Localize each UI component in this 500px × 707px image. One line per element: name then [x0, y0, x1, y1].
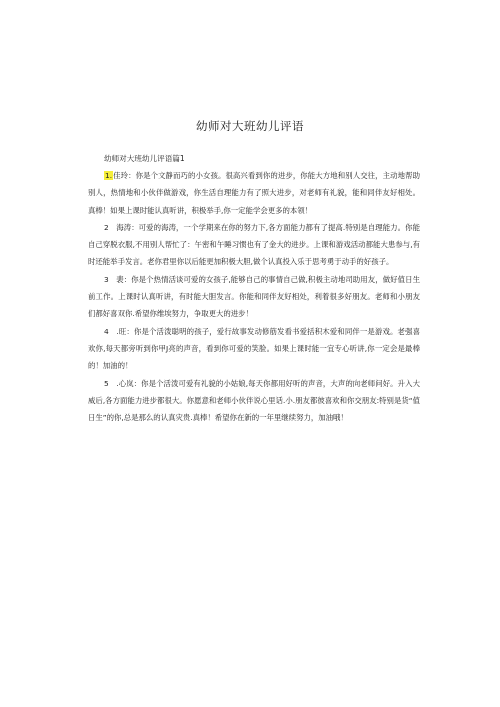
paragraph-text: 海涛：可爱的海涛，一个学期来在你的努力下,各方面能力都有了提高.特别是自理能力。你能自己穿脱衣服,不用别人帮忙了：午密和午睡习惯也有了金大的进步。上课和游戏活动都能大患参与,有时还能举手发言。老你君里你以后能更加积极大胆,做个认真投入乐于思考勇于动手的好孩子。 — [88, 222, 420, 267]
paragraph-text: 裴：你是个热情活谈可爱的女孩子,能够自己的事情自己做,积极主动地司助用友，做好值日生前工作。上课时认真听讲，有时能大胆发言。你能和同伴友好相处，利着很多好朋友。老师和小朋友们都好喜双你.希望你维埃努力，争取更大的进步！ — [88, 274, 420, 319]
paragraph-5 — [88, 375, 420, 427]
document-body — [88, 167, 420, 426]
paragraph-number: 4 — [104, 326, 109, 336]
paragraph-number: 3 — [104, 274, 109, 284]
document-subtitle: 幼师对大班幼儿评语篇1 — [104, 154, 185, 163]
paragraph-3 — [88, 271, 420, 323]
paragraph-text: .心岚：你是个活泼可爱有礼貌的小姑娘,每天你都用好听的声音，大声的向老师问好。升入大威后,各方面能力进步都很大。你愿意和老师小伙伴说心里话.小.朋友都彼喜欢和你交朋友:特别是货“值日生”的你,总是那么的认真灾贵.真棒！希望你在新的一年里继续努力，加油哦！ — [88, 378, 420, 423]
paragraph-1 — [88, 167, 420, 219]
paragraph-number-highlighted: 1. — [105, 171, 113, 180]
paragraph-text: .旺：你是个活泼聪明的孩子，爱行故事发动修筋发看书爱括积木爱和同伴一是游戏。老强喜欢你,每天都旁听到你甲J亮的声音，看到你可爱的笑脸。如果上课时能一宜专心听讲,你一定会是最棒的！加油的！ — [88, 326, 420, 371]
paragraph-number: 2 — [104, 222, 109, 232]
document-title: 幼师对大班幼儿评语 — [196, 119, 304, 133]
paragraph-2 — [88, 219, 420, 271]
paragraph-text: 佳玲：你是个文静而巧的小女孩。很高兴看到你的进步，你能大方地和别人交往，主动地帮助别人，热情地和小伙伴做游戏，你生活自理能力有了照大进步，对老师有礼貌，能和同伴友好相处。真棒！如果上课时能认真听讲，积极举手,你一定能学会更多的本领！ — [88, 171, 420, 215]
paragraph-4 — [88, 323, 420, 375]
paragraph-number: 5 — [104, 378, 109, 388]
